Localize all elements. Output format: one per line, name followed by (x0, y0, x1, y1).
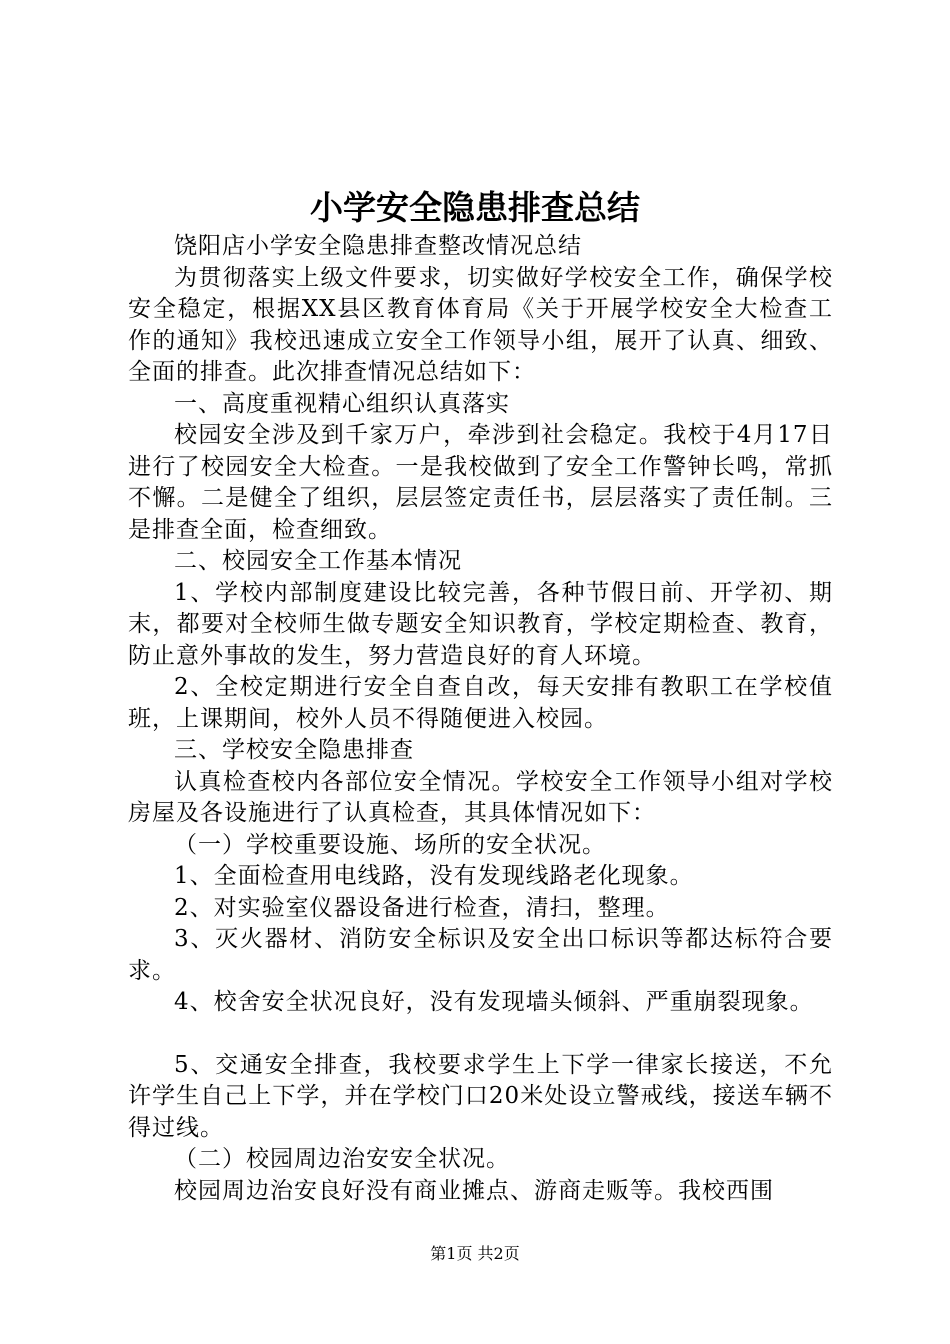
paragraph: 校园周边治安良好没有商业摊点、游商走贩等。我校西围 (174, 1177, 774, 1204)
list-item: 1、全面检查用电线路，没有发现线路老化现象。 (174, 863, 694, 889)
document-title: 小学安全隐患排查总结 (310, 188, 640, 227)
section-heading: 一、高度重视精心组织认真落实 (174, 390, 510, 417)
paragraph: 饶阳店小学安全隐患排查整改情况总结 (174, 233, 582, 259)
page-number-footer: 第1页 共2页 (430, 1244, 520, 1263)
list-item: 4、校舍安全状况良好，没有发现墙头倾斜、严重崩裂现象。 (174, 989, 814, 1015)
section-heading: 三、学校安全隐患排查 (174, 737, 414, 763)
paragraph: 1、学校内部制度建设比较完善，各种节假日前、开学初、期末，都要对全校师生做专题安全知识教育，学校定期检查、教育，防止意外事故的发生，努力营造良好的育人环境。 (128, 579, 833, 669)
list-item: 2、对实验室仪器设备进行检查，清扫，整理。 (174, 894, 670, 921)
section-heading: 二、校园安全工作基本情况 (174, 548, 462, 574)
paragraph: 校园安全涉及到千家万户，牵涉到社会稳定。我校于4月17日进行了校园安全大检查。一是我校做到了安全工作警钟长鸣，常抓不懈。二是健全了组织，层层签定责任书，层层落实了责任制。三是排查全面，检查细致。 (128, 422, 833, 543)
document-body (128, 231, 833, 1207)
list-item: 5、交通安全排查，我校要求学生上下学一律家长接送，不允许学生自己上下学，并在学校门口20米处设立警戒线，接送车辆不得过线。 (128, 1051, 833, 1141)
paragraph: 认真检查校内各部位安全情况。学校安全工作领导小组对学校房屋及各设施进行了认真检查，其具体情况如下： (128, 768, 833, 826)
paragraph: 2、全校定期进行安全自查自改，每天安排有教职工在学校值班，上课期间，校外人员不得随便进入校园。 (128, 674, 833, 732)
subsection-heading: （二）校园周边治安安全状况。 (174, 1146, 510, 1172)
paragraph: 为贯彻落实上级文件要求，切实做好学校安全工作，确保学校安全稳定，根据XX县区教育体育局《关于开展学校安全大检查工作的通知》我校迅速成立安全工作领导小组，展开了认真、细致、全面的排查。此次排查情况总结如下： (128, 264, 833, 385)
subsection-heading: （一）学校重要设施、场所的安全状况。 (174, 831, 606, 858)
list-item: 3、灭火器材、消防安全标识及安全出口标识等都达标符合要求。 (128, 926, 833, 984)
